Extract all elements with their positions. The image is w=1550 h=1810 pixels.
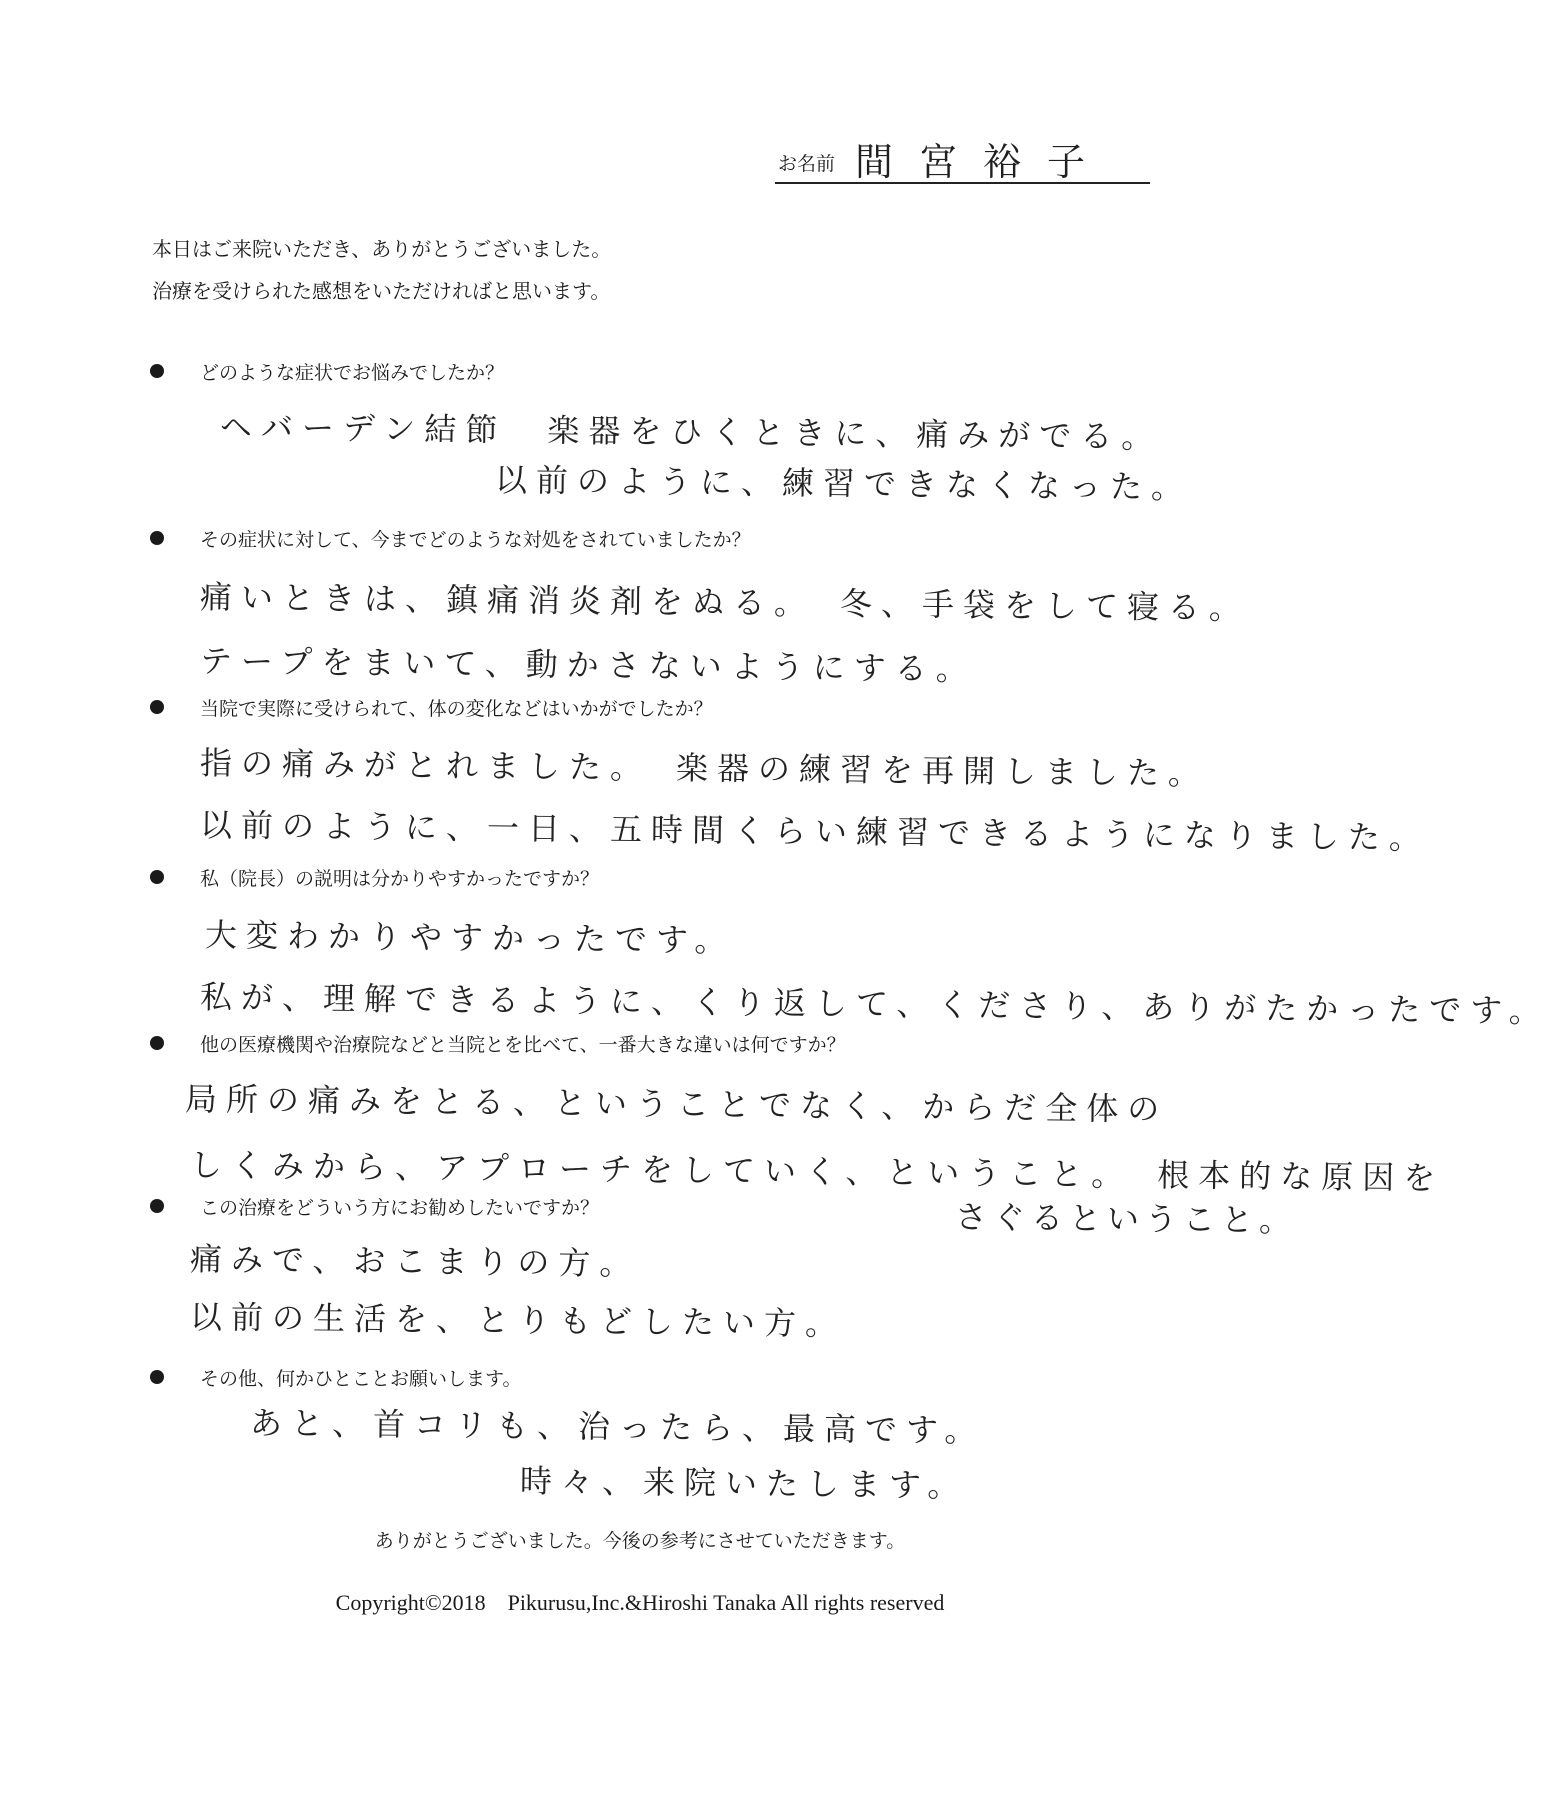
answer-4-line-1: 大変わかりやすかったです。 (204, 916, 736, 960)
question-2: その症状に対して、今までどのような対処をされていましたか？ (200, 529, 751, 551)
copyright-notice: Copyright©2018 Pikurusu,Inc.&Hiroshi Tanaka All rights reserved (335, 1590, 945, 1615)
question-3: 当院で実際に受けられて、体の変化などはいかがでしたか？ (200, 698, 713, 720)
answer-2-line-1: 痛いときは、鎮痛消炎剤をぬる。 冬、手袋をして寝る。 (199, 578, 1251, 627)
intro-line-2: 治療を受けられた感想をいただければと思います。 (152, 279, 611, 303)
bullet-icon (150, 700, 164, 714)
question-1: どのような症状でお悩みでしたか？ (200, 362, 505, 384)
answer-1-line-1: ヘバーデン結節 楽器をひくときに、痛みがでる。 (219, 408, 1163, 456)
answer-5-line-2: しくみから、アプローチをしていく、ということ。 根本的な原因を (189, 1146, 1445, 1198)
bullet-icon (150, 531, 164, 545)
intro-line-1: 本日はご来院いただき、ありがとうございました。 (152, 237, 612, 261)
bullet-icon (150, 1370, 164, 1384)
answer-4-line-2: 私が、理解できるように、くり返して、くださり、ありがたかったです。 (199, 978, 1550, 1031)
closing-message: ありがとうございました。今後の参考にさせていただきます。 (374, 1530, 906, 1552)
question-7: その他、何かひとことお願いします。 (200, 1368, 522, 1390)
answer-7-line-2: 時々、来院いたします。 (519, 1462, 969, 1505)
answer-5-line-1: 局所の痛みをとる、ということでなく、からだ全体の (184, 1080, 1169, 1129)
name-label: お名前 (778, 153, 836, 175)
answer-6-line-2: 以前の生活を、とりもどしたい方。 (189, 1298, 847, 1343)
name-field (775, 138, 1150, 184)
name-value-handwritten: 間宮裕子 (855, 140, 1112, 184)
answer-1-line-2: 以前のように、練習できなくなった。 (494, 461, 1193, 507)
bullet-icon (150, 870, 164, 884)
answer-6-line-1: 痛みで、おこまりの方。 (189, 1240, 641, 1283)
bullet-icon (150, 364, 164, 378)
answer-3-line-2: 以前のように、一日、五時間くらい練習できるようになりました。 (199, 806, 1431, 857)
question-6: この治療をどういう方にお勧めしたいですか？ (200, 1197, 600, 1219)
intro-text (152, 228, 611, 312)
answer-7-line-1: あと、首コリも、治ったら、最高です。 (249, 1404, 986, 1450)
answer-3-line-1: 指の痛みがとれました。 楽器の練習を再開しました。 (199, 744, 1210, 793)
bullet-icon (150, 1036, 164, 1050)
question-5: 他の医療機関や治療院などと当院とを比べて、一番大きな違いは何ですか？ (200, 1034, 846, 1056)
answer-2-line-2: テープをまいて、動かさないようにする。 (199, 642, 977, 689)
question-4: 私（院長）の説明は分かりやすかったですか？ (200, 868, 600, 890)
answer-5-line-3: さぐるということ。 (954, 1198, 1298, 1240)
bullet-icon (150, 1199, 164, 1213)
